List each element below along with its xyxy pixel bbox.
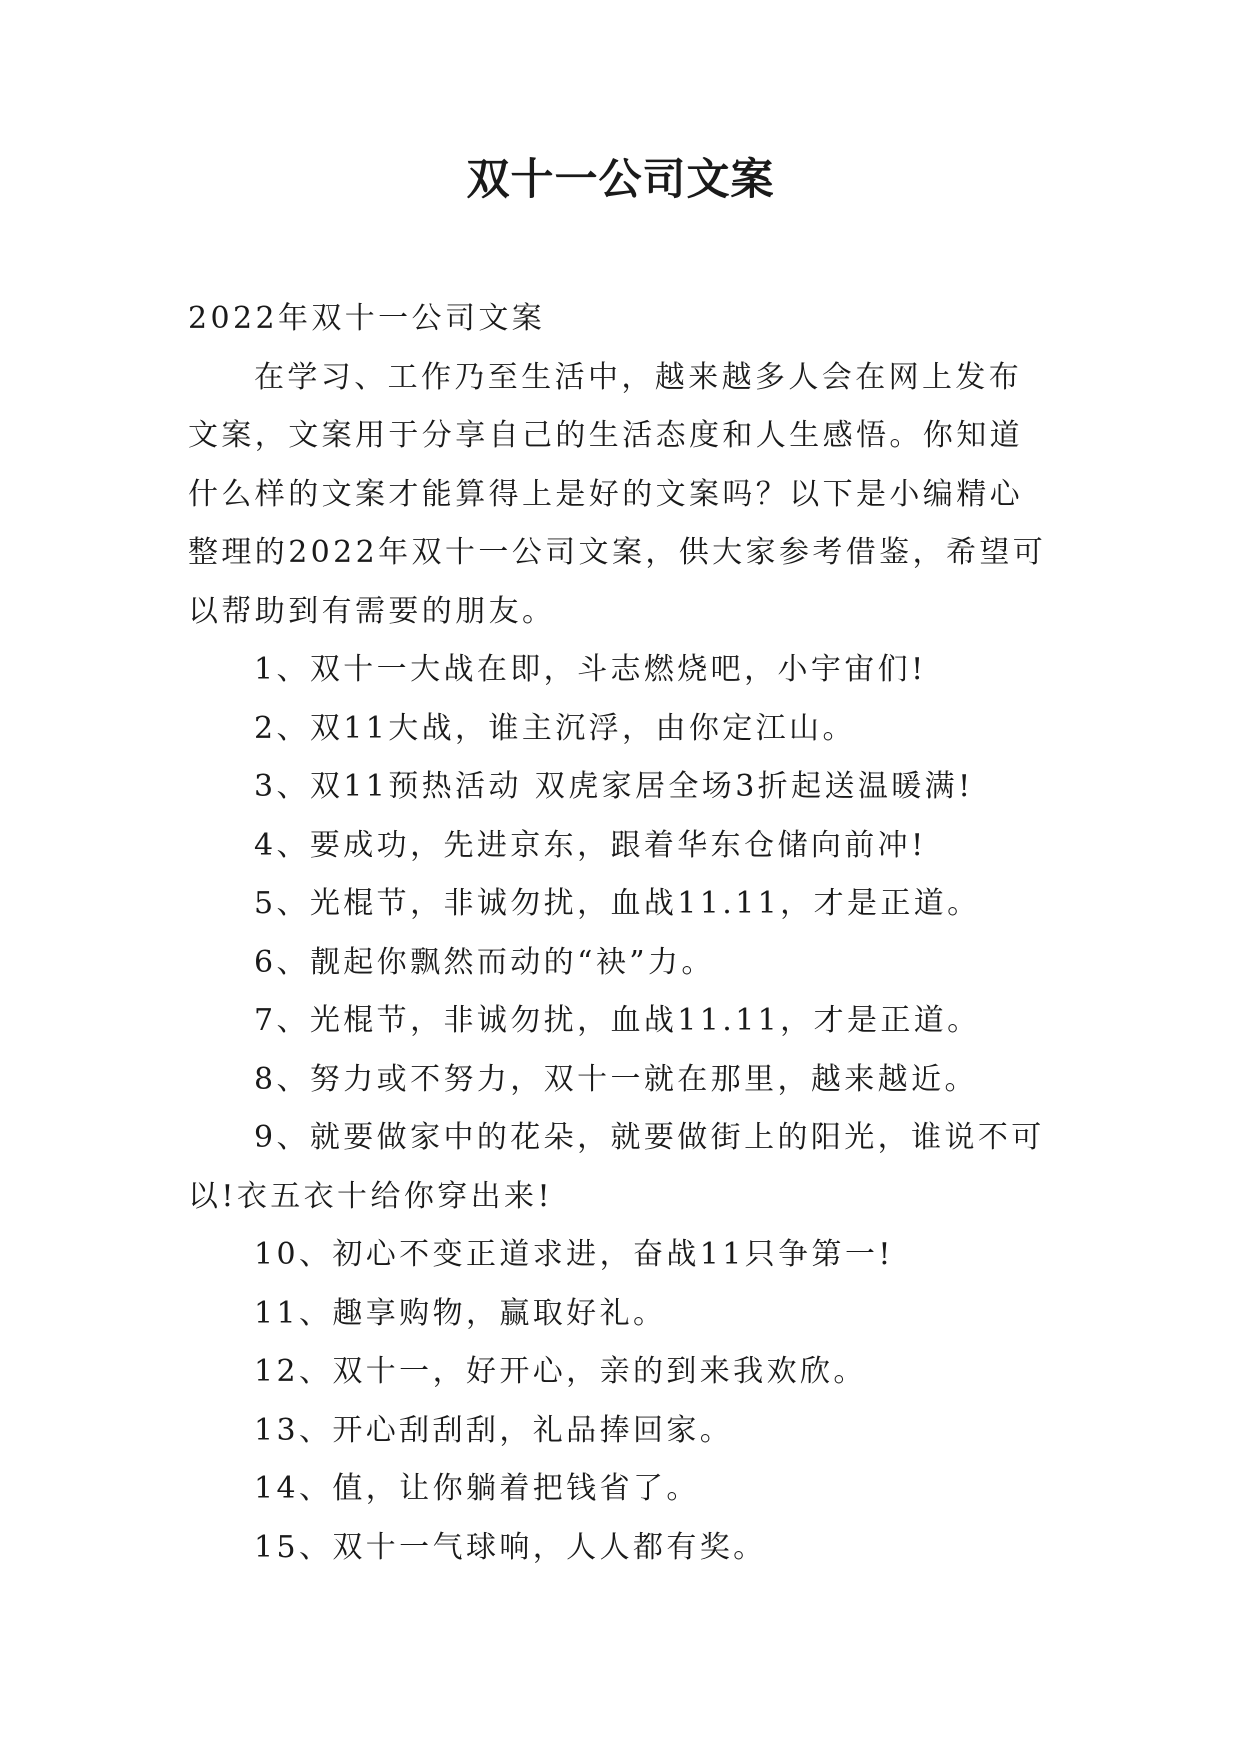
list-item: 3、双11预热活动 双虎家居全场3折起送温暖满! [254,769,974,804]
list-item: 1、双十一大战在即，斗志燃烧吧，小宇宙们! [254,652,927,687]
list-item: 2、双11大战，谁主沉浮，由你定江山。 [254,710,856,746]
list-item: 4、要成功，先进京东，跟着华东仓储向前冲! [254,827,927,863]
list-item: 8、努力或不努力，双十一就在那里，越来越近。 [254,1061,978,1097]
list-item: 5、光棍节，非诚勿扰，血战11.11，才是正道。 [254,886,981,921]
list-item: 14、值，让你躺着把钱省了。 [254,1471,700,1506]
list-item: 10、初心不变正道求进，奋战11只争第一! [254,1237,894,1272]
list-item: 6、靓起你飘然而动的“袂”力。 [254,944,715,980]
document-title: 双十一公司文案 [466,155,775,205]
list-item: 11、趣享购物，赢取好礼。 [254,1295,667,1331]
intro-paragraph: 在学习、工作乃至生活中，越来越多人会在网上发布文案，文案用于分享自己的生活态度和人生感悟。你知道什么样的文案才能算得上是好的文案吗？以下是小编精心整理的2022年双十一公司文案，供大家参考借鉴，希望可以帮助到有需要的朋友。 [188,359,1047,629]
list-item: 15、双十一气球响，人人都有奖。 [254,1529,767,1565]
list-item: 9、就要做家中的花朵，就要做街上的阳光，谁说不可以!衣五衣十给你穿出来! [188,1120,1045,1214]
list-item: 7、光棍节，非诚勿扰，血战11.11，才是正道。 [254,1003,981,1038]
document-subtitle: 2022年双十一公司文案 [188,301,546,336]
list-item: 13、开心刮刮刮，礼品捧回家。 [254,1412,734,1448]
document-body [188,290,1050,1577]
list-item: 12、双十一，好开心，亲的到来我欢欣。 [254,1354,867,1389]
